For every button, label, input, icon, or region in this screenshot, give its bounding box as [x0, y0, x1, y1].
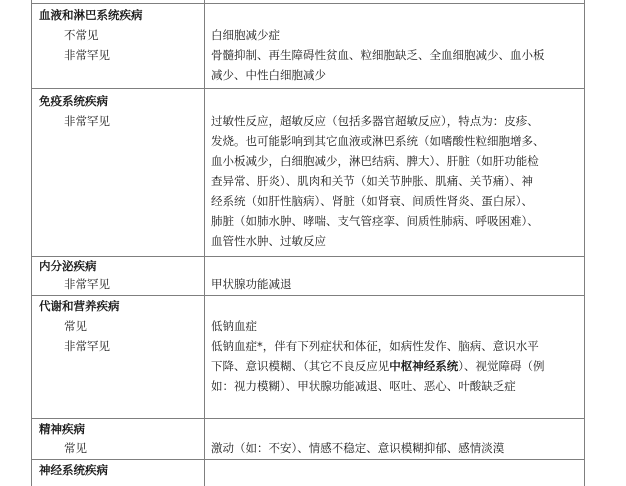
reaction-text: 甲状腺功能减退: [211, 277, 292, 291]
table-column-divider: [204, 0, 205, 486]
reaction-text: 减少、中性白细胞减少: [211, 68, 326, 82]
section-heading-metabolism: 代谢和营养疾病: [39, 299, 120, 313]
row-divider: [31, 88, 584, 89]
row-divider: [31, 418, 584, 419]
table-border-right: [584, 0, 585, 486]
frequency-label: 非常罕见: [64, 48, 110, 62]
reaction-text: 白细胞减少症: [211, 28, 280, 42]
frequency-label: 不常见: [64, 28, 99, 42]
section-heading-blood: 血液和淋巴系统疾病: [39, 8, 143, 22]
row-divider: [31, 459, 584, 460]
cross-reference-link: 中枢神经系统: [389, 359, 459, 373]
frequency-label: 非常罕见: [64, 114, 110, 128]
reaction-text: 如：视力模糊）、甲状腺功能减退、呕吐、恶心、叶酸缺乏症: [211, 379, 516, 393]
reaction-text: 血管性水肿、过敏反应: [211, 234, 326, 248]
reaction-text: 发烧。也可能影响到其它血液或淋巴系统（如嗜酸性粒细胞增多、: [211, 134, 545, 148]
reaction-text: 经系统（如肝性脑病）、肾脏（如肾衰、间质性肾炎、蛋白尿）、: [211, 194, 533, 208]
reaction-text: 查异常、肝炎）、肌肉和关节（如关节肿胀、肌痛、关节痛）、神: [211, 174, 533, 188]
reaction-text: 过敏性反应，超敏反应（包括多器官超敏反应），特点为：皮疹、: [211, 114, 539, 128]
table-border-left: [31, 0, 32, 486]
frequency-label: 非常罕见: [64, 339, 110, 353]
section-heading-immune: 免疫系统疾病: [39, 94, 108, 108]
reaction-text: [211, 356, 545, 376]
row-divider: [31, 256, 584, 257]
section-heading-nervous: 神经系统疾病: [39, 463, 108, 477]
table-border-top: [31, 3, 584, 4]
frequency-label: 常见: [64, 319, 87, 333]
reaction-text: 血小板减少，白细胞减少，淋巴结病、脾大）、肝脏（如肝功能检: [211, 154, 539, 168]
reaction-text: 激动（如：不安）、情感不稳定、意识模糊抑郁、感情淡漠: [211, 441, 505, 455]
reaction-text: 骨髓抑制、再生障碍性贫血、粒细胞缺乏、全血细胞减少、血小板: [211, 48, 545, 62]
section-heading-endocrine: 内分泌疾病: [39, 259, 97, 273]
reaction-text: 肺脏（如肺水肿、哮喘、支气管痉挛、间质性肺病、呼吸困难）、: [211, 214, 539, 228]
reaction-text-part: 下降、意识模糊、（其它不良反应见: [211, 359, 390, 373]
reaction-text-part: ）、视觉障碍（例: [458, 359, 545, 373]
frequency-label: 非常罕见: [64, 277, 110, 291]
reaction-text: 低钠血症*，伴有下列症状和体征，如病性发作、脑病、意识水平: [211, 339, 539, 353]
frequency-label: 常见: [64, 441, 87, 455]
reaction-text: 低钠血症: [211, 319, 257, 333]
section-heading-psychiatric: 精神疾病: [39, 422, 85, 436]
